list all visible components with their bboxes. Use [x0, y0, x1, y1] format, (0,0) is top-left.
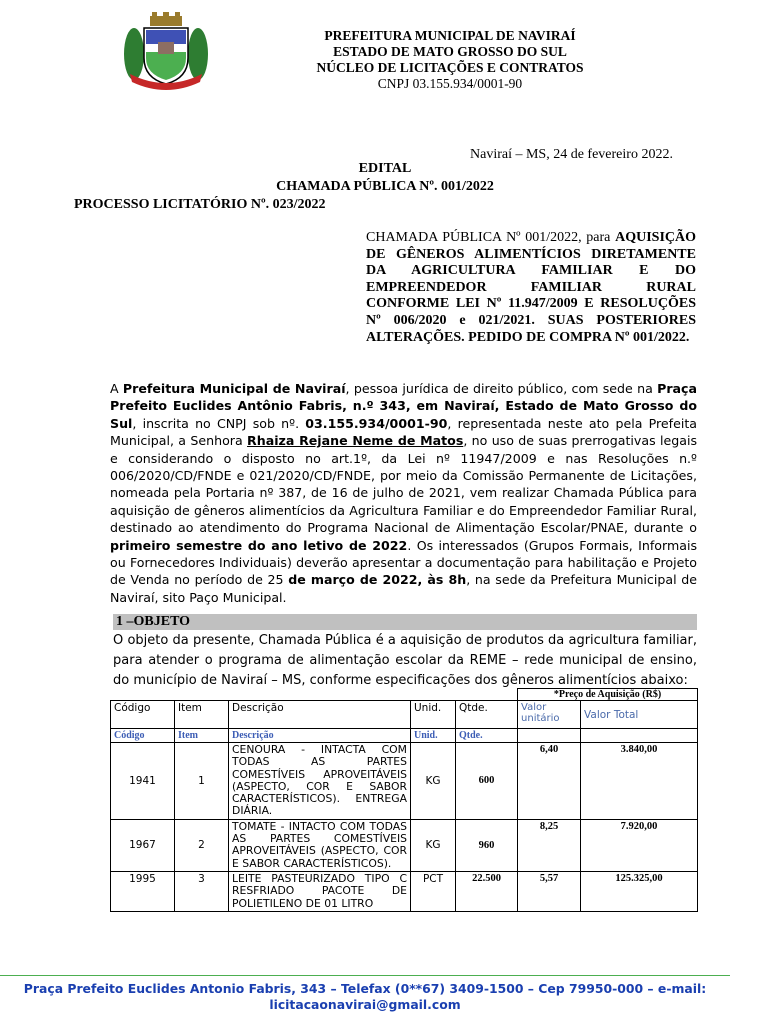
cell-unid: KG	[411, 819, 456, 871]
cell-descricao: CENOURA - INTACTA COM TODAS AS PARTES COMESTÍVEIS APROVEITÁVEIS (ASPECTO, COR E SABOR CARACTERÍSTICOS). ENTREGA DIÁRIA.	[229, 743, 411, 820]
subheader-item: Item	[175, 729, 229, 743]
price-group-row	[111, 689, 698, 701]
section-heading-objeto: 1 –OBJETO	[113, 614, 697, 630]
subheader-qtde: Qtde.	[456, 729, 518, 743]
process-number: PROCESSO LICITATÓRIO Nº. 023/2022	[74, 197, 326, 212]
body-text: A	[110, 381, 123, 396]
header-codigo: Código	[111, 701, 175, 729]
price-group-header: *Preço de Aquisição (R$)	[518, 689, 698, 701]
summary-bold: AQUISIÇÃO DE GÊNEROS ALIMENTÍCIOS DIRETAMENTE DA AGRICULTURA FAMILIAR E DO EMPREENDEDOR FAMILIAR RURAL CONFORME LEI Nº 11.947/2009 E RESOLUÇÕES Nº 006/2020 e 021/2021. SUAS POSTERIORES ALTERAÇÕES. PEDIDO DE COMPRA Nº 001/2022.	[366, 230, 696, 345]
header-valor-unitario: Valor unitário	[518, 701, 581, 729]
cell-codigo: 1995	[111, 871, 175, 911]
cell-valor-unitario: 8,25	[518, 819, 581, 871]
header-valor-total: Valor Total	[581, 701, 698, 729]
items-table	[110, 688, 698, 912]
footer-email[interactable]: licitacaonavirai@gmail.com	[269, 997, 461, 1012]
summary-prefix: CHAMADA PÚBLICA Nº 001/2022, para	[366, 230, 616, 245]
body-bold: Prefeitura Municipal de Naviraí	[122, 381, 346, 396]
table-row	[111, 819, 698, 871]
cell-valor-total: 7.920,00	[581, 819, 698, 871]
table-header-row	[111, 701, 698, 729]
body-text: , no uso de suas prerrogativas legais e considerando o disposto no art.1º, da Lei nº 11947/2009 e nas Resoluções n.º 006/2020/CD/FNDE e 021/2020/CD/FNDE, por meio da Comissão Permanente de Licitações, nomeada pela Portaria nº 387, de 16 de julho de 2021, vem realizar Chamada Pública para aquisição de gêneros alimentícios da Agricultura Familiar e do Empreendedor Familiar Rural, destinado ao atendimento do Programa Nacional de Alimentação Escolar/PNAE, durante o	[110, 433, 697, 536]
header-qtde: Qtde.	[456, 701, 518, 729]
body-text: , pessoa jurídica de direito público, com sede na	[345, 381, 658, 396]
body-text: , representada neste ato pela Prefeita Municipal, a Senhora	[110, 415, 697, 449]
footer-line-1: Praça Prefeito Euclides Antonio Fabris, 343 – Telefax (0**67) 3409-1500 – Cep 79950-000 – e-mail:	[23, 981, 707, 996]
table-subheader-row	[111, 729, 698, 743]
header-line-2: ESTADO DE MATO GROSSO DO SUL	[333, 44, 567, 59]
edital-title: EDITAL	[358, 161, 412, 176]
edital-summary	[366, 230, 696, 346]
cell-item: 2	[175, 819, 229, 871]
cell-codigo: 1967	[111, 819, 175, 871]
header-cnpj: CNPJ 03.155.934/0001-90	[377, 76, 523, 91]
document-date: Naviraí – MS, 24 de fevereiro 2022.	[470, 147, 673, 162]
header-item: Item	[175, 701, 229, 729]
table-row	[111, 871, 698, 911]
header-line-1: PREFEITURA MUNICIPAL DE NAVIRAÍ	[324, 28, 576, 43]
cell-item: 3	[175, 871, 229, 911]
footer-rule	[0, 975, 730, 976]
body-text: , na sede da Prefeitura Municipal de Naviraí, sito Paço Municipal.	[110, 572, 697, 605]
cell-valor-unitario: 5,57	[518, 871, 581, 911]
table-row	[111, 743, 698, 820]
subheader-unid: Unid.	[411, 729, 456, 743]
cell-valor-total: 3.840,00	[581, 743, 698, 820]
cell-valor-unitario: 6,40	[518, 743, 581, 820]
header-line-3: NÚCLEO DE LICITAÇÕES E CONTRATOS	[316, 60, 584, 75]
body-bold: de março de 2022, às 8h	[288, 572, 467, 588]
header-unid: Unid.	[411, 701, 456, 729]
cell-qtde: 960	[456, 819, 518, 871]
cell-item: 1	[175, 743, 229, 820]
header-descricao: Descrição	[229, 701, 411, 729]
body-bold: primeiro semestre do ano letivo de 2022	[110, 537, 408, 553]
footer-address	[0, 981, 730, 1013]
body-bold: Praça Prefeito Euclides Antônio Fabris, n.º 343, em Naviraí, Estado de Mato Grosso do Sul	[110, 381, 697, 431]
cell-valor-total: 125.325,00	[581, 871, 698, 911]
objeto-paragraph: O objeto da presente, Chamada Pública é a aquisição de produtos da agricultura familiar, para atender o programa de alimentação escolar da REME – rede municipal de ensino, do município de Naviraí – MS, conforme especificações dos gêneros alimentícios abaixo:	[113, 633, 697, 688]
preamble-paragraph	[110, 380, 697, 606]
cell-descricao: LEITE PASTEURIZADO TIPO C RESFRIADO PACOTE DE POLIETILENO DE 01 LITRO	[229, 871, 411, 911]
cell-qtde: 600	[456, 743, 518, 820]
mayor-name: Rhaiza Rejane Neme de Matos	[247, 433, 464, 449]
cell-unid: KG	[411, 743, 456, 820]
cell-codigo: 1941	[111, 743, 175, 820]
body-text: , inscrita no CNPJ sob nº.	[132, 415, 306, 431]
cell-unid: PCT	[411, 871, 456, 911]
body-bold: 03.155.934/0001-90	[305, 415, 448, 431]
cell-qtde: 22.500	[456, 871, 518, 911]
municipal-coat-of-arms	[120, 12, 212, 90]
letterhead	[250, 28, 650, 92]
subheader-descricao: Descrição	[229, 729, 411, 743]
subheader-codigo: Código	[111, 729, 175, 743]
body-text: . Os interessados (Grupos Formais, Informais ou Fornecedores Individuais) deverão apresentar a documentação para habilitação e Projeto de Venda no período de 25	[110, 537, 698, 588]
cell-descricao: TOMATE - INTACTO COM TODAS AS PARTES COMESTÍVEIS APROVEITÁVEIS (ASPECTO, COR E SABOR CARACTERÍSTICOS).	[229, 819, 411, 871]
chamada-title: CHAMADA PÚBLICA Nº. 001/2022	[276, 179, 494, 194]
